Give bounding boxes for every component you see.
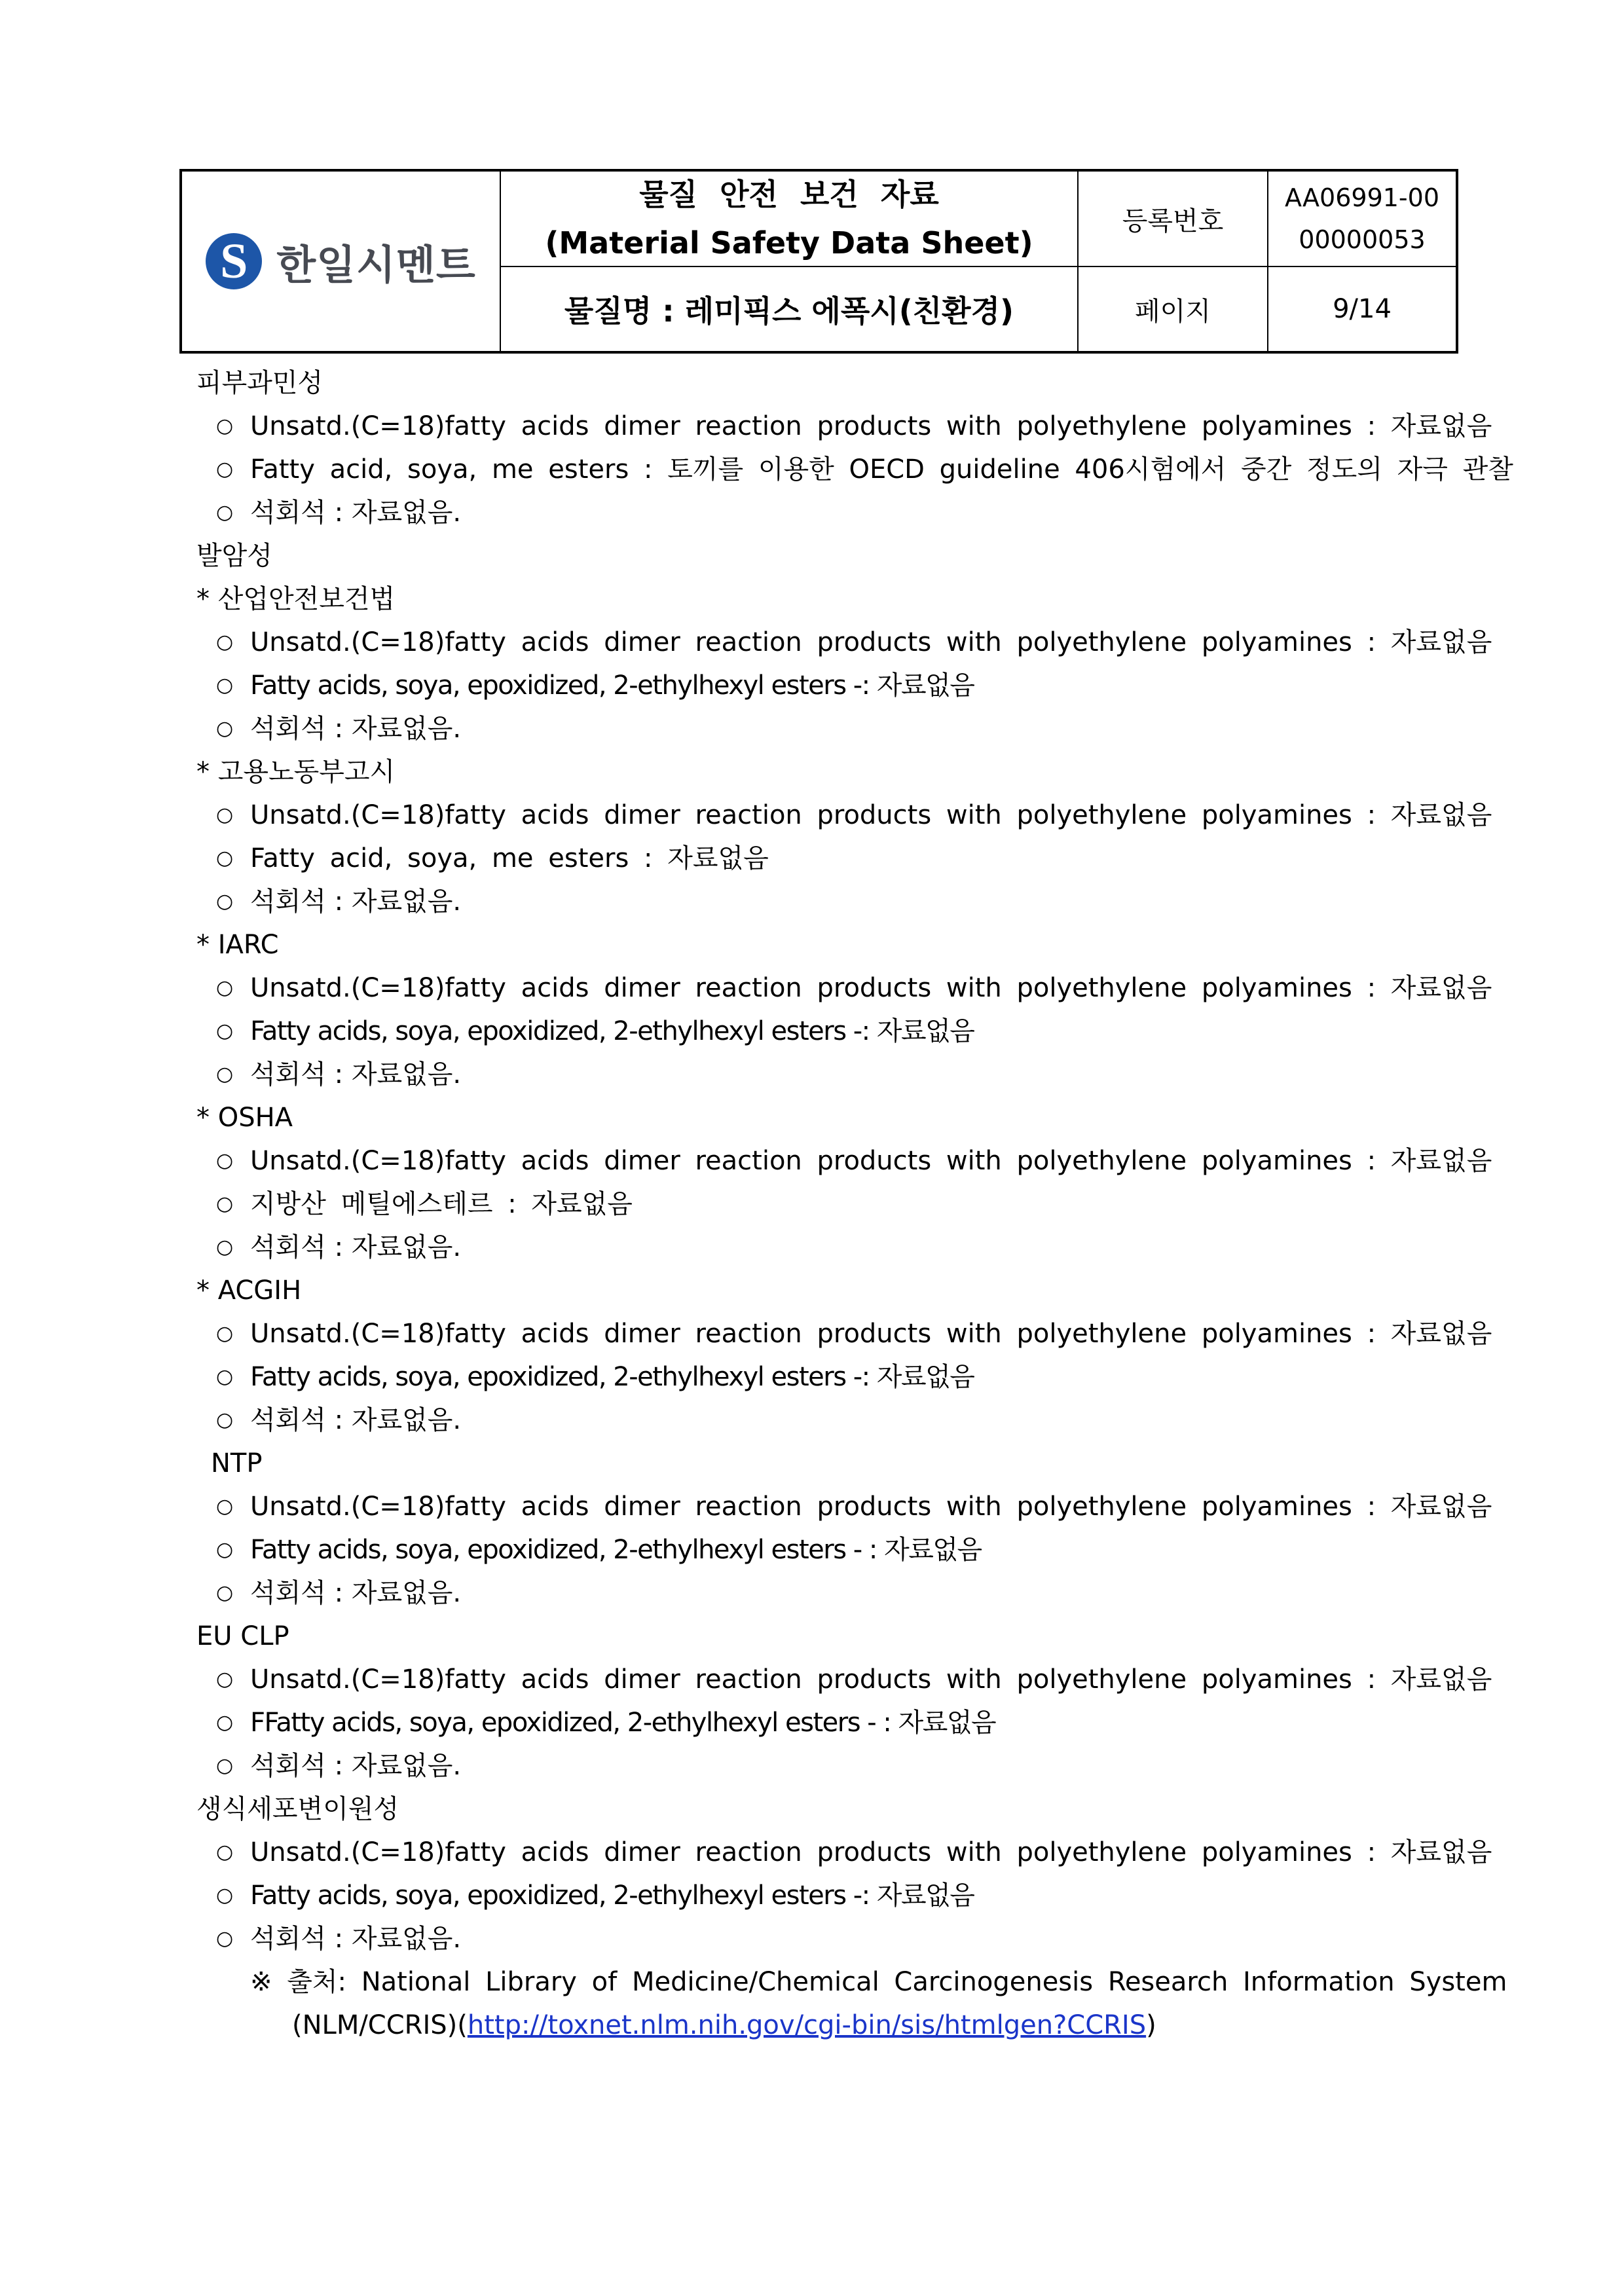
list-item: ○ FFatty acids, soya, epoxidized, 2-ethylhexyl esters - : 자료없음 [250,1701,995,1744]
subsection-heading: * OSHA [196,1103,293,1133]
list-item: ○ Unsatd.(C=18)fatty acids dimer reaction products with polyethylene polyamines : 자료없음 [250,405,1492,448]
list-item: ○ 지방산 메틸에스테르 : 자료없음 [250,1183,633,1226]
subsection-heading: EU CLP [196,1621,289,1651]
list-item: ○ 석회석 : 자료없음. [250,1399,461,1442]
list-item: ○ Unsatd.(C=18)fatty acids dimer reaction products with polyethylene polyamines : 자료없음 [250,1139,1492,1183]
registration-number [1268,172,1456,266]
logo-s-icon: S [206,233,262,289]
section-heading: 발암성 [196,541,272,571]
section-heading: 피부과민성 [196,368,323,398]
company-name: 한일시멘트 [276,240,476,289]
source-link[interactable]: http://toxnet.nlm.nih.gov/cgi-bin/sis/htmlgen?CCRIS [467,2010,1147,2040]
list-item: ○ Unsatd.(C=18)fatty acids dimer reaction products with polyethylene polyamines : 자료없음 [250,1831,1492,1874]
registration-number-line1: AA06991-00 [1285,183,1439,212]
list-item: ○ 석회석 : 자료없음. [250,880,461,923]
subsection-heading: * IARC [196,930,279,960]
list-item: ○ 석회석 : 자료없음. [250,1917,461,1960]
title-english: (Material Safety Data Sheet) [545,225,1033,261]
list-item: ○ 석회석 : 자료없음. [250,1571,461,1615]
subsection-heading: * 고용노동부고시 [196,757,396,787]
document-title [501,172,1077,266]
list-item: ○ Fatty acids, soya, epoxidized, 2-ethylhexyl esters -: 자료없음 [250,1355,974,1399]
list-item: ○ Fatty acids, soya, epoxidized, 2-ethylhexyl esters -: 자료없음 [250,1010,974,1053]
company-logo [182,172,500,351]
source-note: ※ 출처: National Library of Medicine/Chemical Carcinogenesis Research Information System [250,1967,1507,1997]
subsection-heading: * 산업안전보건법 [196,584,396,614]
list-item: ○ Fatty acids, soya, epoxidized, 2-ethylhexyl esters - : 자료없음 [250,1528,982,1571]
list-item: ○ Unsatd.(C=18)fatty acids dimer reaction products with polyethylene polyamines : 자료없음 [250,794,1492,837]
list-item: ○ Fatty acid, soya, me esters : 토끼를 이용한 OECD guideline 406시험에서 중간 정도의 자극 관찰 [250,448,1513,491]
list-item: ○ 석회석 : 자료없음. [250,491,461,534]
source-close-paren: ) [1146,2010,1156,2040]
title-korean: 물질 안전 보건 자료 [639,177,939,212]
list-item: ○ 석회석 : 자료없음. [250,1053,461,1096]
list-item: ○ Fatty acid, soya, me esters : 자료없음 [250,837,769,880]
list-item: ○ Fatty acids, soya, epoxidized, 2-ethylhexyl esters -: 자료없음 [250,664,974,707]
list-item: ○ 석회석 : 자료없음. [250,1744,461,1788]
list-item: ○ Unsatd.(C=18)fatty acids dimer reaction products with polyethylene polyamines : 자료없음 [250,621,1492,664]
list-item: ○ Unsatd.(C=18)fatty acids dimer reaction products with polyethylene polyamines : 자료없음 [250,966,1492,1010]
list-item: ○ 석회석 : 자료없음. [250,707,461,750]
subsection-heading: * ACGIH [196,1276,302,1306]
section-heading: 생식세포변이원성 [196,1794,399,1824]
subsection-heading: NTP [211,1448,263,1478]
source-note-line2 [292,2004,1156,2047]
header-table [179,169,1458,354]
list-item: ○ 석회석 : 자료없음. [250,1226,461,1269]
source-abbrev: (NLM/CCRIS)( [292,2010,468,2040]
list-item: ○ Unsatd.(C=18)fatty acids dimer reaction products with polyethylene polyamines : 자료없음 [250,1485,1492,1528]
registration-label: 등록번호 [1122,206,1224,236]
list-item: ○ Unsatd.(C=18)fatty acids dimer reaction products with polyethylene polyamines : 자료없음 [250,1658,1492,1701]
page-number: 9/14 [1333,294,1392,324]
list-item: ○ Unsatd.(C=18)fatty acids dimer reaction products with polyethylene polyamines : 자료없음 [250,1312,1492,1355]
page-label: 페이지 [1135,296,1211,327]
registration-number-line2: 00000053 [1299,225,1426,254]
list-item: ○ Fatty acids, soya, epoxidized, 2-ethylhexyl esters -: 자료없음 [250,1874,974,1917]
material-name: 물질명 : 레미픽스 에폭시(친환경) [564,293,1014,329]
